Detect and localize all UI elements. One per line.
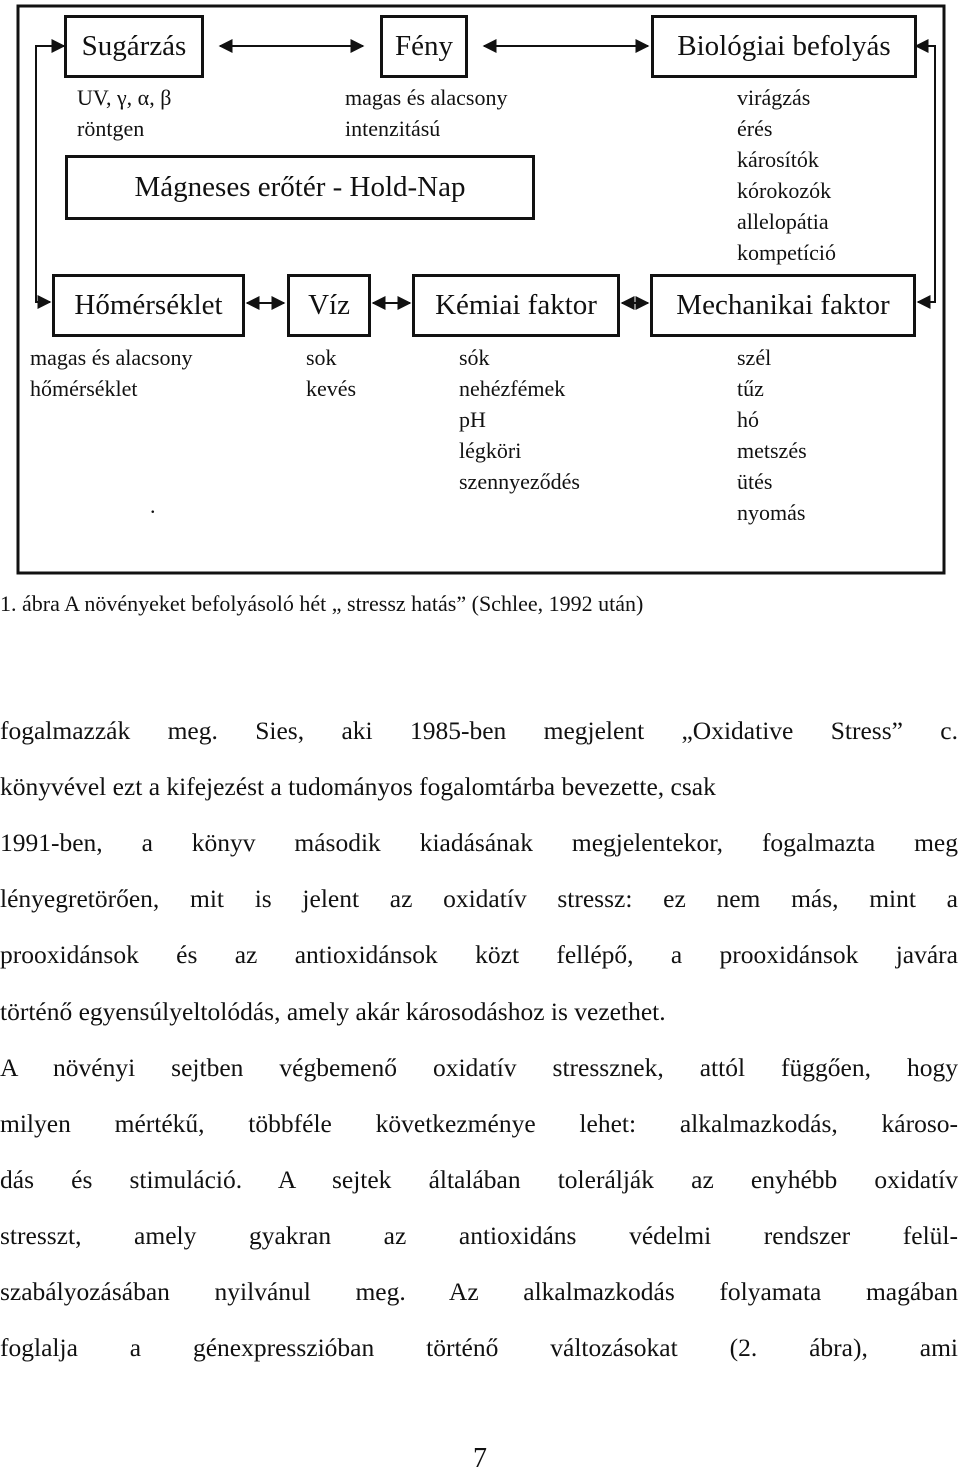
list-item: hó: [737, 407, 759, 432]
left-connector: [36, 46, 64, 302]
right-connector: [916, 46, 935, 302]
list-item: kevés: [306, 376, 357, 401]
list-item: károsítók: [737, 147, 819, 172]
list-sugarzas: [77, 82, 171, 144]
text-line: foglalja a génexpresszióban történő változásokat (2. ábra), ami: [0, 1333, 958, 1362]
stray-dot: .: [150, 493, 156, 518]
list-item: magas és alacsony: [345, 85, 508, 110]
list-item: tűz: [737, 376, 764, 401]
list-biologiai: [737, 82, 836, 268]
list-item: szél: [737, 345, 772, 370]
box-magneses: Mágneses erőtér - Hold-Nap: [65, 155, 535, 220]
list-item: UV, γ, α, β: [77, 85, 172, 110]
list-homerseklet: [30, 342, 193, 404]
list-item: ütés: [737, 469, 773, 494]
box-sugarzas: Sugárzás: [64, 15, 204, 78]
list-item: légköri: [459, 438, 522, 463]
list-item: magas és alacsony: [30, 345, 193, 370]
page-number: 7: [473, 1443, 487, 1474]
text-line: szabályozásában nyilvánul meg. Az alkalmazkodás folyamata magában: [0, 1277, 958, 1306]
list-item: intenzitású: [345, 116, 441, 141]
box-biologiai: Biológiai befolyás: [651, 15, 917, 78]
text-line: könyvével ezt a kifejezést a tudományos fogalomtárba bevezette, csak: [0, 772, 716, 801]
list-item: hőmérséklet: [30, 376, 138, 401]
box-homerseklet: Hőmérséklet: [52, 274, 245, 337]
list-kemiai: [459, 342, 580, 497]
text-line: milyen mértékű, többféle következménye lehet: alkalmazkodás, károso-: [0, 1109, 958, 1138]
list-feny: [345, 82, 508, 144]
list-item: kompetíció: [737, 240, 836, 265]
text-line: 1991-ben, a könyv második kiadásának megjelentekor, fogalmazta meg: [0, 828, 958, 857]
box-feny: Fény: [380, 15, 468, 78]
list-viz: [306, 342, 356, 404]
box-mechanikai: Mechanikai faktor: [650, 274, 916, 337]
text-line: stresszt, amely gyakran az antioxidáns védelmi rendszer felül-: [0, 1221, 958, 1250]
text-line: történő egyensúlyeltolódás, amely akár károsodáshoz is vezethet.: [0, 997, 666, 1026]
text-line: fogalmazzák meg. Sies, aki 1985-ben megjelent „Oxidative Stress” c.: [0, 716, 958, 745]
text-line: prooxidánsok és az antioxidánsok közt fellépő, a prooxidánsok javára: [0, 940, 958, 969]
list-item: nehézfémek: [459, 376, 566, 401]
list-item: sók: [459, 345, 490, 370]
list-item: sok: [306, 345, 337, 370]
text-line: lényegretörően, mit is jelent az oxidatív stressz: ez nem más, mint a: [0, 884, 958, 913]
text-line: A növényi sejtben végbemenő oxidatív stressznek, attól függően, hogy: [0, 1053, 958, 1082]
list-item: metszés: [737, 438, 807, 463]
list-item: szennyeződés: [459, 469, 580, 494]
text-line: dás és stimuláció. A sejtek általában tolerálják az enyhébb oxidatív: [0, 1165, 958, 1194]
list-item: érés: [737, 116, 773, 141]
list-item: nyomás: [737, 500, 806, 525]
box-kemiai: Kémiai faktor: [412, 274, 620, 337]
box-viz: Víz: [287, 274, 371, 337]
list-item: allelopátia: [737, 209, 829, 234]
list-item: röntgen: [77, 116, 145, 141]
list-item: pH: [459, 407, 486, 432]
list-item: virágzás: [737, 85, 811, 110]
list-mechanikai: [737, 342, 807, 528]
stress-factor-diagram: [0, 0, 960, 580]
figure-caption: 1. ábra A növényeket befolyásoló hét „ stressz hatás” (Schlee, 1992 után): [0, 591, 644, 616]
list-item: kórokozók: [737, 178, 832, 203]
